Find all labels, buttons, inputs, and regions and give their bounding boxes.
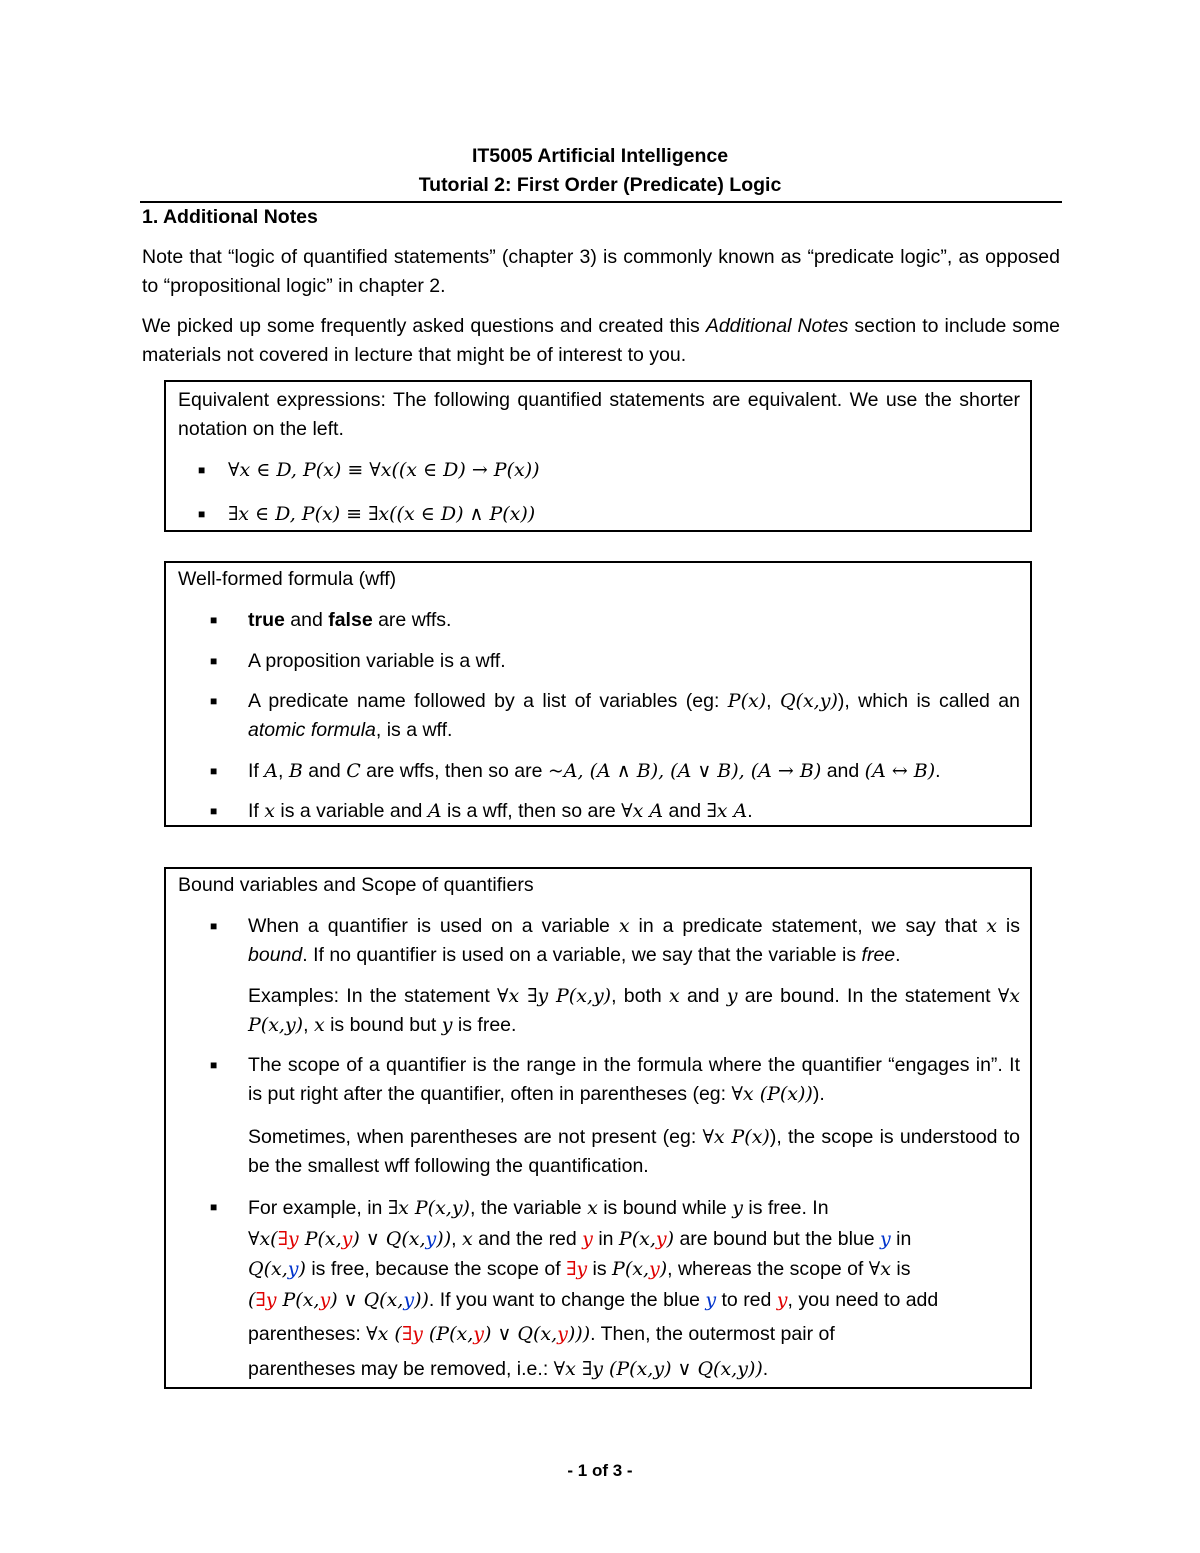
page-number: - 1 of 3 -	[567, 1461, 633, 1480]
list-item: ■ For example, in ∃x P(x,y), the variable x is bound while y is free. In ∀x(∃y P(x,y) ∨ Q(x,y)), x and the red y in P(x,y) are bound but the blue y in Q(x,y) is free, because the scope of ∃y is P(x,y), whereas the scope of ∀x is (∃y P(x,y) ∨ Q(x,y)). If you want to change the blue y to red y, you need to add parentheses: ∀x (∃y (P(x,y) ∨ Q(x,y))). Then, the outermost pair of parentheses may be removed, i.e.: ∀x ∃y (P(x,y) ∨ Q(x,y)).	[210, 1197, 939, 1380]
bullet-icon: ■	[210, 764, 218, 778]
section-heading: 1. Additional Notes	[142, 206, 318, 228]
bullet-icon: ■	[198, 507, 206, 521]
bullet-icon: ■	[198, 463, 206, 477]
wff-box	[164, 561, 1032, 827]
equivalent-intro: Equivalent expressions: The following quantified statements are equivalent. We use the shorter notation on the left.	[178, 389, 1020, 440]
examples-paragraph: Examples: In the statement ∀x ∃y P(x,y), both x and y are bound. In the statement ∀x P(x,y), x is bound but y is free.	[248, 985, 1020, 1036]
list-item: ■ ∃x ∈ D, P(x) ≡ ∃x((x ∈ D) ∧ P(x))	[198, 503, 536, 525]
list-item: ■ ∀x ∈ D, P(x) ≡ ∀x((x ∈ D) → P(x))	[198, 459, 540, 481]
bullet-icon: ■	[210, 1058, 218, 1072]
bullet-icon: ■	[210, 613, 218, 627]
bullet-icon: ■	[210, 654, 218, 668]
equivalent-expressions-box	[164, 380, 1032, 532]
list-item: ■ true and false are wffs.	[210, 609, 452, 631]
bullet-icon: ■	[210, 694, 218, 708]
list-item: ■ A proposition variable is a wff.	[210, 650, 506, 672]
bullet-icon: ■	[210, 919, 218, 933]
bound-title: Bound variables and Scope of quantifiers	[178, 874, 534, 896]
list-item: ■ A predicate name followed by a list of variables (eg: P(x), Q(x,y)), which is called an atomic formula, is a wff.	[210, 690, 1021, 741]
additional-notes-paragraph: We picked up some frequently asked questions and created this Additional Notes section to include some materials not covered in lecture that might be of interest to you.	[142, 315, 1060, 366]
sometimes-paragraph: Sometimes, when parentheses are not present (eg: ∀x P(x)), the scope is understood to be the smallest wff following the quantification.	[248, 1126, 1020, 1177]
bound-variables-box	[164, 867, 1032, 1389]
intro-paragraph: Note that “logic of quantified statements” (chapter 3) is commonly known as “predicate logic”, as opposed to “propositional logic” in chapter 2.	[142, 246, 1060, 297]
list-item: ■ The scope of a quantifier is the range in the formula where the quantifier “engages in”. It is put right after the quantifier, often in parentheses (eg: ∀x (P(x))).	[210, 1054, 1020, 1105]
wff-title: Well-formed formula (wff)	[178, 568, 397, 590]
course-title: IT5005 Artificial Intelligence	[471, 145, 729, 167]
tutorial-title: Tutorial 2: First Order (Predicate) Logic	[418, 174, 782, 196]
bullet-icon: ■	[210, 1200, 218, 1214]
list-item: ■ When a quantifier is used on a variable x in a predicate statement, we say that x is bound. If no quantifier is used on a variable, we say that the variable is free.	[210, 915, 1020, 966]
list-item: ■ If A, B and C are wffs, then so are ~A, (A ∧ B), (A ∨ B), (A → B) and (A ↔ B).	[210, 760, 941, 782]
bullet-icon: ■	[210, 804, 218, 818]
list-item: ■ If x is a variable and A is a wff, then so are ∀x A and ∃x A.	[210, 800, 753, 822]
